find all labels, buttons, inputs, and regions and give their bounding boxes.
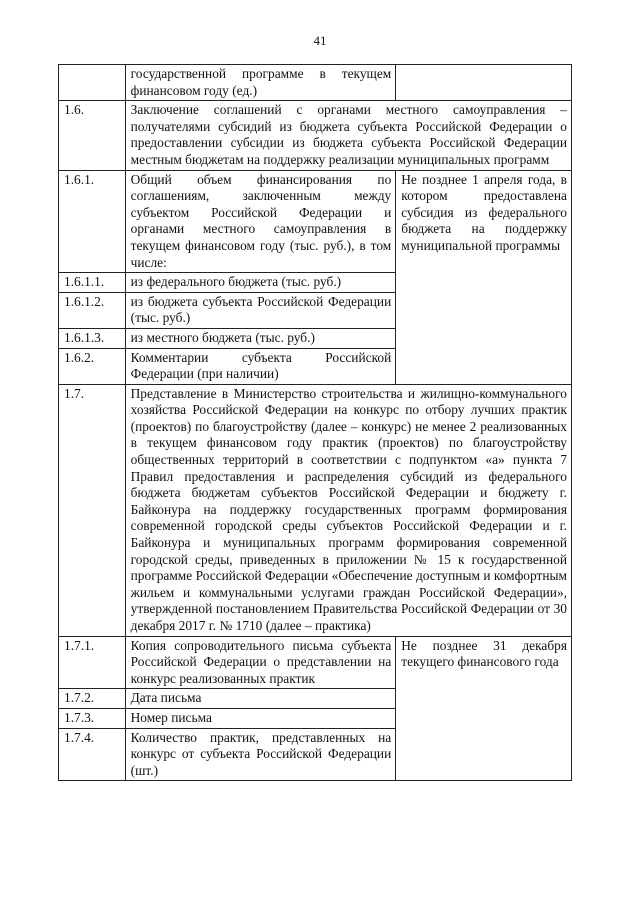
- row-number: 1.6.: [59, 101, 126, 170]
- row-text: государственной программе в текущем финансовом году (ед.): [125, 65, 396, 101]
- row-text: из бюджета субъекта Российской Федерации (тыс. руб.): [125, 292, 396, 328]
- row-text: Представление в Министерство строительства и жилищно-коммунального хозяйства Российской Федерации на конкурс по отбору лучших практик (проектов) по благоустройству (далее – конкурс) не менее 2 реализованных в текущем финансовом году практик (проектов) по благоустройству общественных территорий в соответствии с подпунктом «а» пункта 7 Правил предоставления и распределения субсидий из федерального бюджета бюджетам субъектов Российской Федерации и бюджету г. Байконура на поддержку государственных программ формирования современной городской среды субъектов Российской Федерации и г. Байконура и муниципальных программ формирования современной городской среды, приведенных в приложении № 15 к государственной программе Российской Федерации «Обеспечение доступным и комфортным жильем и коммунальными услугами граждан Российской Федерации», утвержденной постановлением Правительства Российской Федерации от 30 декабря 2017 г. № 1710 (далее – практика): [125, 384, 571, 636]
- row-text: Дата письма: [125, 689, 396, 709]
- row-number: 1.6.2.: [59, 348, 126, 384]
- row-number: 1.7.2.: [59, 689, 126, 709]
- row-text: Общий объем финансирования по соглашениям, заключенным между субъектом Российской Федерации и органами местного самоуправления в текущем финансовом году (тыс. руб.), в том числе:: [125, 170, 396, 273]
- table-row: [59, 170, 572, 273]
- row-number: 1.7.3.: [59, 708, 126, 728]
- row-number: 1.6.1.: [59, 170, 126, 273]
- row-number: 1.6.1.2.: [59, 292, 126, 328]
- row-text: из федерального бюджета (тыс. руб.): [125, 273, 396, 293]
- row-text: Заключение соглашений с органами местного самоуправления – получателями субсидий из бюджета субъекта Российской Федерации о предоставлении субсидии из бюджета субъекта Российской Федерации местным бюджетам на поддержку реализации муниципальных программ: [125, 101, 571, 170]
- row-number: 1.7.4.: [59, 728, 126, 781]
- row-number: 1.6.1.1.: [59, 273, 126, 293]
- table-row: [59, 384, 572, 636]
- table-row: [59, 636, 572, 689]
- requirements-table: [58, 64, 572, 781]
- table-row: [59, 65, 572, 101]
- row-text: из местного бюджета (тыс. руб.): [125, 328, 396, 348]
- page-number: 41: [313, 33, 327, 48]
- row-text: Номер письма: [125, 708, 396, 728]
- row-number: 1.6.1.3.: [59, 328, 126, 348]
- table-row: [59, 101, 572, 170]
- row-text: Копия сопроводительного письма субъекта Российской Федерации о представлении на конкурс реализованных практик: [125, 636, 396, 689]
- row-number: 1.7.: [59, 384, 126, 636]
- row-number: [59, 65, 126, 101]
- row-deadline: [396, 65, 572, 101]
- row-number: 1.7.1.: [59, 636, 126, 689]
- row-deadline: Не позднее 1 апреля года, в котором предоставлена субсидия из федерального бюджета на поддержку муниципальной программы: [396, 170, 572, 384]
- row-text: Комментарии субъекта Российской Федерации (при наличии): [125, 348, 396, 384]
- row-text: Количество практик, представленных на конкурс от субъекта Российской Федерации (шт.): [125, 728, 396, 781]
- row-deadline: Не позднее 31 декабря текущего финансового года: [396, 636, 572, 781]
